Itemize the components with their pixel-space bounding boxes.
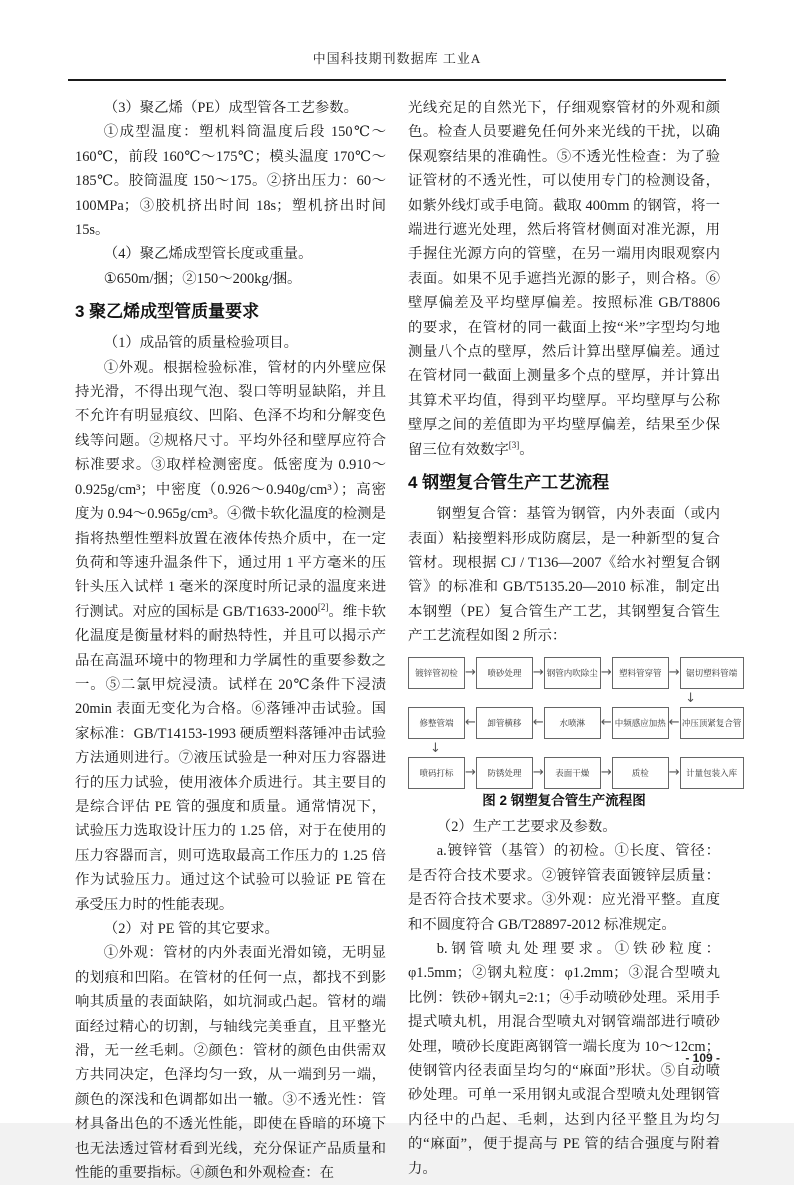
arrow-right-icon: → [465, 664, 476, 680]
citation-ref: [3] [508, 439, 520, 450]
page-content [75, 96, 742, 1185]
paragraph: a.镀锌管（基管）的初检。①长度、管径：是否符合技术要求。②镀锌管表面镀锌层质量：是否符合技术要求。③外观：应光滑平整。直度和不圆度符合 GB/T28897-2012 标准规定。 [408, 843, 720, 933]
arrow-right-icon: → [668, 664, 680, 680]
paragraph: （4）聚乙烯成型管长度或重量。 [103, 246, 313, 263]
arrow-left-icon: ← [532, 714, 544, 730]
paragraph-text: 光线充足的自然光下，仔细观察管材的外观和颜色。检查人员要避免任何外来光线的干扰，以确保观察结果的准确性。⑤不透光性检查：为了验证管材的不透光性，可以使用专门的检测设备，如紫外线灯或手电筒。截取 400mm 的钢管，将一端进行遮光处理，然后将管材侧面对准光源，用手握住光源方向的管壁，在另一端用肉眼观察内表面。如果不见手遮挡光源的影子，则合格。⑥壁厚偏差及平均壁厚偏差。按照标准 GB/T8806 的要求，在管材的同一截面上按“米”字型均匀地测量八个点的壁厚，然后计算出壁厚偏差。通过在管材同一截面上测量多个点的壁厚，并计算出其算术平均值，得到平均壁厚。平均壁厚与公称壁厚之间的差值即为平均壁厚偏差，结果至少保留三位有效数字 [408, 100, 720, 458]
arrow-right-icon: → [600, 764, 612, 780]
flow-step: 中频感应加热 [612, 707, 669, 739]
flowchart-row-2 [408, 707, 742, 739]
arrow-right-icon: → [600, 664, 612, 680]
paragraph: （2）对 PE 管的其它要求。 [103, 921, 279, 937]
flow-step: 塑料管穿管 [612, 657, 669, 689]
flow-step: 计量包装入库 [680, 757, 744, 789]
citation-ref: [2] [317, 601, 329, 612]
arrow-right-icon: → [668, 764, 680, 780]
flow-step: 喷砂处理 [476, 657, 533, 689]
left-column [75, 96, 386, 1185]
arrow-right-icon: → [532, 664, 544, 680]
flow-step: 防锈处理 [476, 757, 533, 789]
paragraph: （1）成品管的质量检验项目。 [103, 335, 299, 352]
paragraph: ①外观：管材的内外表面光滑如镜，无明显的划痕和凹陷。在管材的任何一点，都找不到影响其质量的表面缺陷，如坑洞或凸起。管材的端面经过精心的切割，与轴线完美垂直，且平整光滑，无一丝毛刺。②颜色：管材的颜色由供需双方共同决定，色泽均匀一致，从一端到另一端，颜色的深浅和色调都如出一辙。③不透光性：管材具备出色的不透光性能，即使在昏暗的环境下也无法透过管材看到光线，充分保证产品质量和性能的重要指标。④颜色和外观检查：在 [75, 945, 386, 1182]
production-flowchart [408, 657, 742, 813]
section-heading-3: 3 聚乙烯成型管质量要求 [75, 302, 260, 322]
flow-step: 水喷淋 [544, 707, 601, 739]
flowchart-row-1 [408, 657, 738, 689]
section-heading-4: 4 钢塑复合管生产工艺流程 [408, 473, 610, 493]
arrow-right-icon: → [465, 764, 476, 780]
flow-connector [408, 689, 720, 707]
page-number: - 109 - [685, 1051, 720, 1065]
flow-step: 钢管内吹除尘 [544, 657, 601, 689]
paragraph-text: ①外观。根据检验标准，管材的内外壁应保持光滑，不得出现气泡、裂口等明显缺陷，并且不允许有明显痕纹、凹陷、色泽不均和分解变色线等问题。②规格尺寸。平均外径和壁厚应符合标准要求。③取样检测密度。低密度为 0.910～0.925g/cm³；中密度（0.926～0.940g/cm³）；高密度为 0.94～0.965g/cm³。④微卡软化温度的检测是指将热塑性塑料放置在液体传热介质中，在一定负荷和等速升温条件下，通过用 1 平方毫米的压针头压入试样 1 毫米的深度时所记录的温度来进行测试。对应的国标是 GB/T1633-2000 [75, 359, 386, 620]
flow-step: 修整管端 [408, 707, 465, 739]
flowchart-row-3 [408, 757, 738, 789]
arrow-down-icon: ↓ [685, 690, 696, 706]
flow-step: 喷码打标 [408, 757, 465, 789]
paragraph: （2）生产工艺要求及参数。 [436, 818, 617, 835]
flow-step: 冲压顶紧复合管 [680, 707, 744, 739]
arrow-left-icon: ← [600, 714, 612, 730]
flow-step: 锯切塑料管端 [680, 657, 744, 689]
paragraph: ①成型温度：塑机料筒温度后段 150℃～160℃，前段 160℃～175℃；模头温度 170℃～185℃。胶筒温度 150～175。②挤出压力：60～100MPa；③胶机挤出时间 18s；塑机挤出时间 15s。 [75, 124, 386, 239]
arrow-down-icon: ↓ [430, 740, 441, 756]
paragraph: b.钢管喷丸处理要求。①铁砂粒度：φ1.5mm；②钢丸粒度：φ1.2mm；③混合型喷丸比例：铁砂+钢丸=2:1；④手动喷砂处理。采用手提式喷丸机，用混合型喷丸对钢管端部进行喷砂处理，喷砂长度距离钢管一端长度为 10～12cm；使钢管内径表面呈均匀的“麻面”形状。⑤自动喷砂处理。可单一采用钢丸或混合型喷丸处理钢管内径中的凸起、毛刺，达到内径平整且为均匀的“麻面”，便于提高与 PE 管的结合强度与附着力。 [408, 940, 720, 1177]
flow-step: 质检 [612, 757, 669, 789]
flow-step: 镀锌管初检 [408, 657, 465, 689]
paragraph-text: 。 [519, 441, 534, 458]
arrow-left-icon: ← [465, 714, 476, 730]
paragraph: ①650m/捆；②150～200kg/捆。 [103, 270, 302, 287]
journal-header: 中国科技期刊数据库 工业A [68, 48, 726, 81]
paragraph: 钢塑复合管：基管为钢管，内外表面（或内表面）粘接塑料形成防腐层，是一种新型的复合管材。现根据 CJ / T136—2007《给水衬塑复合钢管》的标准和 GB/T5135.20—2010 标准，制定出本钢塑（PE）复合管生产工艺，其钢塑复合管生产工艺流程如图 2 所示： [408, 506, 720, 645]
right-column [408, 96, 742, 1185]
paragraph [408, 96, 720, 462]
paragraph: （3）聚乙烯（PE）成型管各工艺参数。 [103, 100, 359, 116]
flow-step: 卸管横移 [476, 707, 533, 739]
paragraph-text: 。维卡软化温度是衡量材料的耐热特性，并且可以揭示产品在高温环境中的物理和力学属性的重要参数之一。⑤二氯甲烷浸渍。试样在 20℃条件下浸渍 20min 表面无变化为合格。⑥落锤冲击试验。国家标准：GB/T14153-1993 硬质塑料落锤冲击试验方法通则进行。⑦液压试验是一种对压力容器进行的压力试验，使用液体介质进行。其主要目的是综合评估 PE 管的强度和质量。通常情况下，试验压力选取设计压力的 1.25 倍，对于在使用的压力容器而言，则可选取最高工作压力的 1.25 倍作为试验压力。通过这个试验可以验证 PE 管在承受压力时的性能表现。 [75, 603, 386, 913]
arrow-right-icon: → [532, 764, 544, 780]
arrow-left-icon: ← [668, 714, 680, 730]
paragraph [75, 356, 386, 917]
figure-caption: 图 2 钢塑复合管生产流程图 [482, 792, 646, 808]
flow-connector [408, 739, 720, 757]
flow-step: 表面干燥 [544, 757, 601, 789]
